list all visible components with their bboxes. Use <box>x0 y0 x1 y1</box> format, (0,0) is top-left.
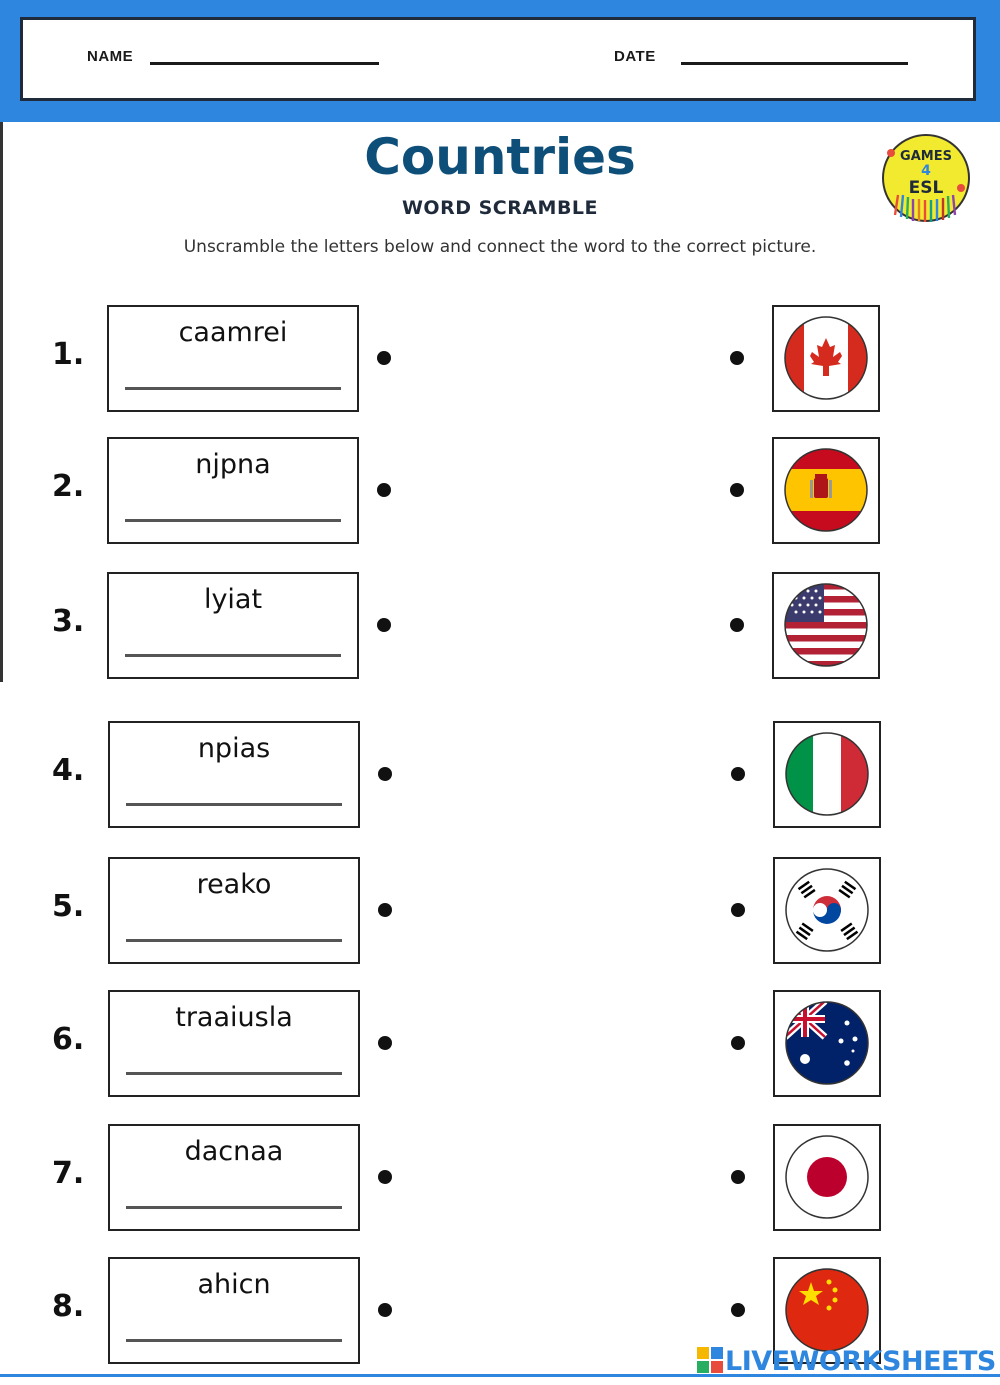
word-box <box>108 721 360 828</box>
item-number: 4. <box>52 753 85 788</box>
word-connector-dot[interactable] <box>378 1170 392 1184</box>
scrambled-word: lyiat <box>203 584 263 615</box>
flag-card <box>773 721 881 828</box>
word-box <box>108 1124 360 1231</box>
word-connector-dot[interactable] <box>378 903 392 917</box>
list-item <box>0 305 1000 413</box>
answer-field[interactable] <box>125 654 341 657</box>
flag-card <box>773 1124 881 1231</box>
scrambled-word: ahicn <box>197 1269 271 1300</box>
list-item <box>0 721 1000 829</box>
item-number: 5. <box>52 889 85 924</box>
japan-flag-icon <box>785 1135 869 1219</box>
list-item <box>0 990 1000 1098</box>
item-number: 1. <box>52 337 85 372</box>
item-number: 2. <box>52 469 85 504</box>
answer-field[interactable] <box>126 1072 342 1075</box>
australia-flag-icon <box>785 1001 869 1085</box>
flag-connector-dot[interactable] <box>730 483 744 497</box>
answer-field[interactable] <box>126 1339 342 1342</box>
italy-flag-icon <box>785 732 869 816</box>
flag-connector-dot[interactable] <box>731 1036 745 1050</box>
name-field[interactable] <box>150 62 379 65</box>
scrambled-word: caamrei <box>178 317 288 348</box>
list-item <box>0 857 1000 965</box>
china-flag-icon <box>785 1268 869 1352</box>
liveworksheets-brand[interactable] <box>697 1346 996 1380</box>
word-box <box>108 1257 360 1364</box>
scrambled-word: npias <box>197 733 271 764</box>
games4esl-logo <box>881 133 971 223</box>
page-title: Countries <box>364 128 636 186</box>
liveworksheets-logo-icon <box>697 1347 723 1373</box>
list-item <box>0 1124 1000 1232</box>
word-box <box>107 437 359 544</box>
word-connector-dot[interactable] <box>377 483 391 497</box>
date-field[interactable] <box>681 62 908 65</box>
scrambled-word: dacnaa <box>184 1136 284 1167</box>
list-item <box>0 572 1000 680</box>
answer-field[interactable] <box>126 939 342 942</box>
flag-connector-dot[interactable] <box>730 351 744 365</box>
logo-text-3: ESL <box>908 178 944 198</box>
flag-connector-dot[interactable] <box>730 618 744 632</box>
flag-connector-dot[interactable] <box>731 1303 745 1317</box>
flag-connector-dot[interactable] <box>731 903 745 917</box>
flag-connector-dot[interactable] <box>731 1170 745 1184</box>
answer-field[interactable] <box>125 519 341 522</box>
page-gap <box>0 682 1000 716</box>
answer-field[interactable] <box>126 1206 342 1209</box>
flag-card <box>772 305 880 412</box>
logo-text-2: 4 <box>921 163 931 179</box>
item-number: 3. <box>52 604 85 639</box>
instructions: Unscramble the letters below and connect the word to the correct picture. <box>183 237 817 257</box>
word-connector-dot[interactable] <box>378 1036 392 1050</box>
item-number: 8. <box>52 1289 85 1324</box>
word-box <box>108 990 360 1097</box>
canada-flag-icon <box>784 316 868 400</box>
page-subtitle: WORD SCRAMBLE <box>401 197 599 219</box>
scrambled-word: reako <box>196 869 272 900</box>
name-label: NAME <box>87 48 134 65</box>
flag-card <box>773 990 881 1097</box>
usa-flag-icon <box>784 583 868 667</box>
item-number: 6. <box>52 1022 85 1057</box>
flag-card <box>772 437 880 544</box>
word-connector-dot[interactable] <box>377 351 391 365</box>
flag-card <box>772 572 880 679</box>
scrambled-word: njpna <box>195 449 271 480</box>
brand-text: LIVEWORKSHEETS <box>725 1346 996 1377</box>
south-korea-flag-icon <box>785 868 869 952</box>
flag-card <box>773 857 881 964</box>
word-box <box>108 857 360 964</box>
word-connector-dot[interactable] <box>378 1303 392 1317</box>
word-box <box>107 572 359 679</box>
flag-connector-dot[interactable] <box>731 767 745 781</box>
answer-field[interactable] <box>125 387 341 390</box>
scrambled-word: traaiusla <box>175 1002 293 1033</box>
list-item <box>0 437 1000 545</box>
answer-field[interactable] <box>126 803 342 806</box>
date-label: DATE <box>614 48 656 65</box>
word-connector-dot[interactable] <box>377 618 391 632</box>
word-connector-dot[interactable] <box>378 767 392 781</box>
logo-text-1: GAMES <box>900 149 952 164</box>
item-number: 7. <box>52 1156 85 1191</box>
word-box <box>107 305 359 412</box>
name-date-box <box>20 17 976 101</box>
spain-flag-icon <box>784 448 868 532</box>
